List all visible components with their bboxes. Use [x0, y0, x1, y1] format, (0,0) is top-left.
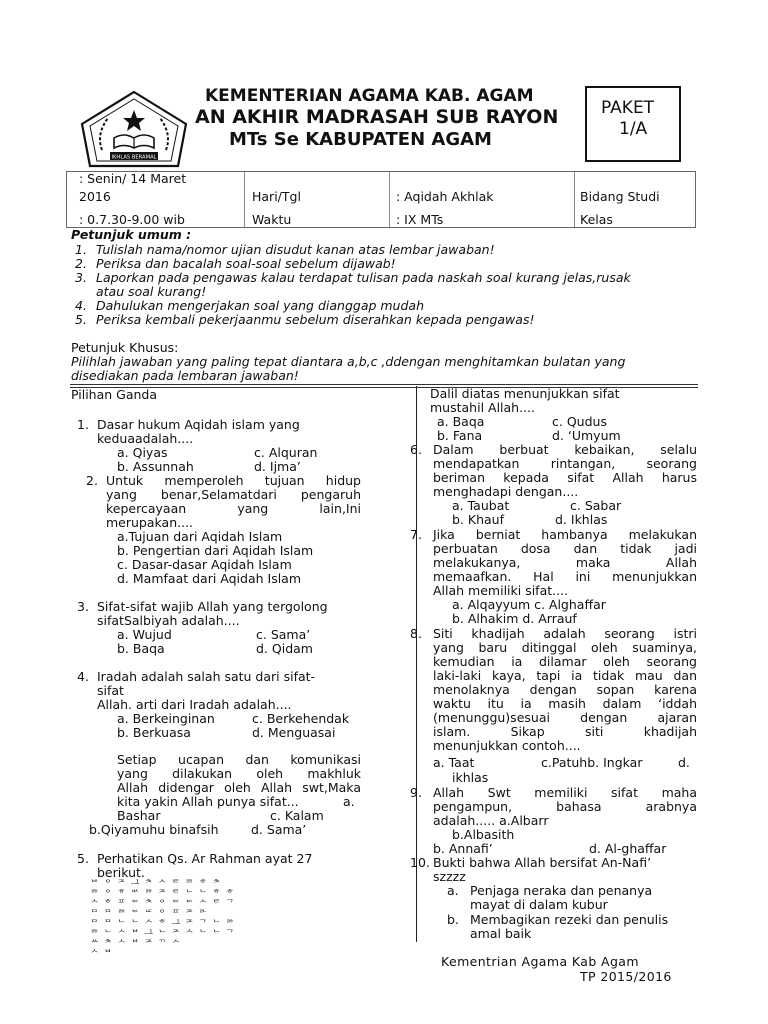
section-label: Pilihan Ganda — [71, 387, 158, 402]
ministry-title: KEMENTERIAN AGAMA KAB. AGAM — [205, 86, 534, 106]
question-text: yang benar,Selamatdari pengaruh — [106, 487, 361, 502]
subject-label: Bidang Studi — [580, 189, 660, 204]
option-b: b. Baqa — [117, 641, 165, 656]
option-b: b. Khauf — [452, 512, 504, 527]
question-number: 9. — [410, 785, 422, 800]
question-text: merupakan.... — [106, 515, 194, 530]
date-value: : Senin/ 14 Maret — [79, 171, 187, 186]
option-b: b.Albasith — [452, 827, 515, 842]
option-c: c. Sabar — [570, 498, 622, 513]
paket-code: 1/A — [619, 119, 648, 139]
option-d-value: ikhlas — [452, 770, 489, 785]
option-a-text: Penjaga neraka dan penanya — [470, 883, 653, 898]
garbled-verse-line: ᄉ ᄒ ᄑ ᄃ ᄎ ᄋ ᄃ ᄃ ᄉ ᄐ ᄀ — [90, 900, 236, 910]
instruction-item: Periksa dan bacalah soal-soal sebelum dijawab! — [96, 256, 396, 271]
question-text: kepercayaan yang lain,Ini — [106, 501, 361, 516]
class-value: : IX MTs — [396, 212, 444, 227]
question-text: yang baru ditinggal oleh suaminya, — [433, 640, 697, 655]
question-text: mendapatkan rintangan, seorang — [433, 456, 697, 471]
question-text: Dasar hukum Aqidah islam yang — [97, 417, 300, 432]
time-label: Waktu — [252, 212, 292, 227]
question-text: perbuatan dosa dan tidak jadi — [433, 541, 697, 556]
option-d: d. Sama’ — [251, 822, 307, 837]
question-text: szzzz — [433, 869, 466, 884]
question-text: mustahil Allah.... — [430, 400, 535, 415]
option-a: a. Taubat — [452, 498, 510, 513]
option-c: c. Alquran — [254, 445, 318, 460]
question-text: kemudian ia dilamar oleh seorang — [433, 654, 697, 669]
option-item: b. Pengertian dari Aqidah Islam — [117, 543, 314, 558]
ministry-logo — [74, 88, 194, 180]
instruction-number: 1. — [75, 242, 87, 257]
question-text: Untuk memperoleh tujuan hidup — [106, 473, 361, 488]
question-text: Allah. arti dari Iradah adalah.... — [97, 697, 292, 712]
option-line: a. Alqayyum c. Alghaffar — [452, 597, 606, 612]
option-c: c. Sama’ — [256, 627, 311, 642]
option-b-text: amal baik — [470, 926, 532, 941]
question-text: menolaknya dengan sopan karena — [433, 682, 697, 697]
instruction-number: 3. — [75, 270, 87, 285]
option-a: a. Taat — [433, 755, 475, 770]
garbled-verse-line: ᄚ ᄂ ᄉ ᄇ ᆜ ᄂ ᄌ ᄉ ᄂ ᄂ ᄀ — [90, 930, 236, 940]
question-text: Iradah adalah salah satu dari sifat- — [97, 669, 316, 684]
option-b: b. Assunnah — [117, 459, 194, 474]
instruction-item: Periksa kembali pekerjaanmu sebelum diserahkan kepada pengawas! — [96, 312, 535, 327]
logo-text: IKHLAS BERAMAL — [111, 154, 157, 161]
question-text: menghadapi dengan.... — [433, 484, 579, 499]
option-b-text: Membagikan rezeki dan penulis — [470, 912, 669, 927]
instruction-item: Laporkan pada pengawas kalau terdapat tulisan pada naskah soal kurang jelas,rusak — [96, 270, 631, 285]
question-text: Dalil diatas menunjukkan sifat — [430, 386, 620, 401]
question-number: 3. — [77, 599, 89, 614]
subject-value: : Aqidah Akhlak — [396, 189, 494, 204]
garbled-verse-line: ᄊ ᄎ ᄉ ᄇ ᄌ ᄁ ᄉ — [90, 940, 182, 950]
option-item: c. Dasar-dasar Aqidah Islam — [117, 557, 292, 572]
garbled-verse-line: ᄚ ᄋ ᄒ ᄡ ᄚ ᄌ ᄐ ᄂ ᄂ ᄒ ᄒ — [90, 890, 236, 900]
question-text: Setiap ucapan dan komunikasi — [117, 752, 361, 767]
option-d: d. Ijma’ — [254, 459, 301, 474]
special-instructions-line: Pilihlah jawaban yang paling tepat diantara a,b,c ,ddengan menghitamkan bulatan yang — [71, 354, 626, 369]
question-text: sifat — [97, 683, 124, 698]
instruction-number: 5. — [75, 312, 87, 327]
time-value: : 0.7.30-9.00 wib — [79, 212, 185, 227]
question-text: sifatSalbiyah adalah.... — [97, 613, 240, 628]
option-d: d. Al-ghaffar — [589, 841, 667, 856]
instruction-item: Dahulukan mengerjakan soal yang dianggap mudah — [96, 298, 424, 313]
question-text: melakukanya, maka Allah — [433, 555, 697, 570]
question-text: Allah memiliki sifat.... — [433, 583, 569, 598]
question-text: memaafkan. Hal ini menunjukkan — [433, 569, 697, 584]
date-year: 2016 — [79, 189, 111, 204]
option-d: d. — [678, 755, 690, 770]
question-text: Allah Swt memiliki sifat maha — [433, 785, 697, 800]
date-label: Hari/Tgl — [252, 189, 301, 204]
option-c: c. Kalam — [270, 808, 324, 823]
option-b: b. — [447, 912, 459, 927]
option-b: b. Fana — [437, 428, 483, 443]
question-number: 5. — [77, 851, 89, 866]
question-text: laki-laki kaya, tapi ia tidak mau dan — [433, 668, 697, 683]
instruction-item: Tulislah nama/nomor ujian disudut kanan atas lembar jawaban! — [96, 242, 495, 257]
option-d: d. Qidam — [256, 641, 313, 656]
question-text: Sifat-sifat wajib Allah yang tergolong — [97, 599, 328, 614]
special-instructions-title: Petunjuk Khusus: — [71, 340, 179, 355]
question-text: Bukti bahwa Allah bersifat An-Nafi’ — [433, 855, 652, 870]
question-text: waktu itu ia masih dalam ‘iddah — [433, 696, 697, 711]
school-title: MTs Se KABUPATEN AGAM — [229, 129, 492, 150]
question-number: 4. — [77, 669, 89, 684]
option-item: a.Tujuan dari Aqidah Islam — [117, 529, 283, 544]
question-text: Perhatikan Qs. Ar Rahman ayat 27 — [97, 851, 313, 866]
question-text: Dalam berbuat kebaikan, selalu — [433, 442, 697, 457]
instruction-number: 4. — [75, 298, 87, 313]
option-a: a. Qiyas — [117, 445, 168, 460]
option-c: c. Qudus — [552, 414, 607, 429]
special-instructions-line: disediakan pada lembaran jawaban! — [71, 368, 299, 383]
option-line: b. Alhakim d. Arrauf — [452, 611, 577, 626]
option-b: b. Berkuasa — [117, 725, 191, 740]
instruction-item: atau soal kurang! — [96, 284, 207, 299]
garbled-verse-line: ᄆ ᄆ ᄂ ᄂ ᄉ ᄒ ᆜ ᄌ ᄀ ᄂ ᄚ — [90, 920, 236, 930]
option-d: d. Ikhlas — [555, 512, 608, 527]
paket-label: PAKET — [601, 98, 655, 118]
section-divider — [70, 384, 698, 385]
instruction-number: 2. — [75, 256, 87, 271]
question-text: adalah..... a.Albarr — [433, 813, 549, 828]
question-text: pengampun, bahasa arabnya — [433, 799, 697, 814]
question-text: Siti khadijah adalah seorang istri — [433, 626, 697, 641]
general-instructions-title: Petunjuk umum : — [71, 227, 192, 242]
option-a-text: mayat di dalam kubur — [470, 897, 608, 912]
garbled-verse-line: ᄆ ᄆ ᄚ ᄃ ᄕ ᄋ ᄑ ᄌ ᄘ — [90, 910, 209, 920]
question-text: Jika berniat hambanya melakukan — [433, 527, 697, 542]
question-text: kita yakin Allah punya sifat... — [117, 794, 299, 809]
question-number: 1. — [77, 417, 89, 432]
question-text: keduaadalah.... — [97, 431, 194, 446]
question-text: Allah didengar oleh Allah swt,Maka — [117, 780, 361, 795]
question-text: (menunggu)sesuai dengan ajaran — [433, 710, 697, 725]
question-number: 8. — [410, 626, 422, 641]
question-number: 6. — [410, 442, 422, 457]
question-number: 10. — [410, 855, 430, 870]
option-a: a. Berkeinginan — [117, 711, 215, 726]
option-b: b. Annafi’ — [433, 841, 493, 856]
option-b: b.Qiyamuhu binafsih — [89, 822, 219, 837]
question-text: yang dilakukan oleh makhluk — [117, 766, 361, 781]
option-item: d. Mamfaat dari Aqidah Islam — [117, 571, 302, 586]
question-text: beriman kepada sifat Allah harus — [433, 470, 697, 485]
option-c: c.Patuhb. Ingkar — [541, 755, 643, 770]
option-c: c. Berkehendak — [252, 711, 350, 726]
option-a: a. Baqa — [437, 414, 485, 429]
garbled-verse-line: ᄇ ᄋ ᄌ ᆜ ᄎ ᄉ ᄐ ᄙ ᄒ ᄎ — [90, 880, 222, 890]
question-text: menunjukkan contoh.... — [433, 738, 581, 753]
option-a: a. — [447, 883, 459, 898]
question-number: 2. — [86, 473, 98, 488]
option-a: a. — [343, 794, 355, 809]
question-number: 7. — [410, 527, 422, 542]
class-label: Kelas — [580, 212, 613, 227]
question-text: islam. Sikap siti khadijah — [433, 724, 697, 739]
footer-ministry: Kementrian Agama Kab Agam — [441, 954, 639, 969]
footer-year: TP 2015/2016 — [580, 969, 672, 984]
exam-title: AN AKHIR MADRASAH SUB RAYON — [195, 106, 559, 128]
option-d: d. Menguasai — [252, 725, 336, 740]
option-d: d. ‘Umyum — [552, 428, 621, 443]
garbled-verse-line: ᄉ ᄇ — [90, 950, 114, 960]
question-text: berikut. — [97, 865, 145, 880]
option-a: a. Wujud — [117, 627, 172, 642]
paket-box — [585, 86, 681, 162]
option-a-value: Bashar — [117, 808, 161, 823]
